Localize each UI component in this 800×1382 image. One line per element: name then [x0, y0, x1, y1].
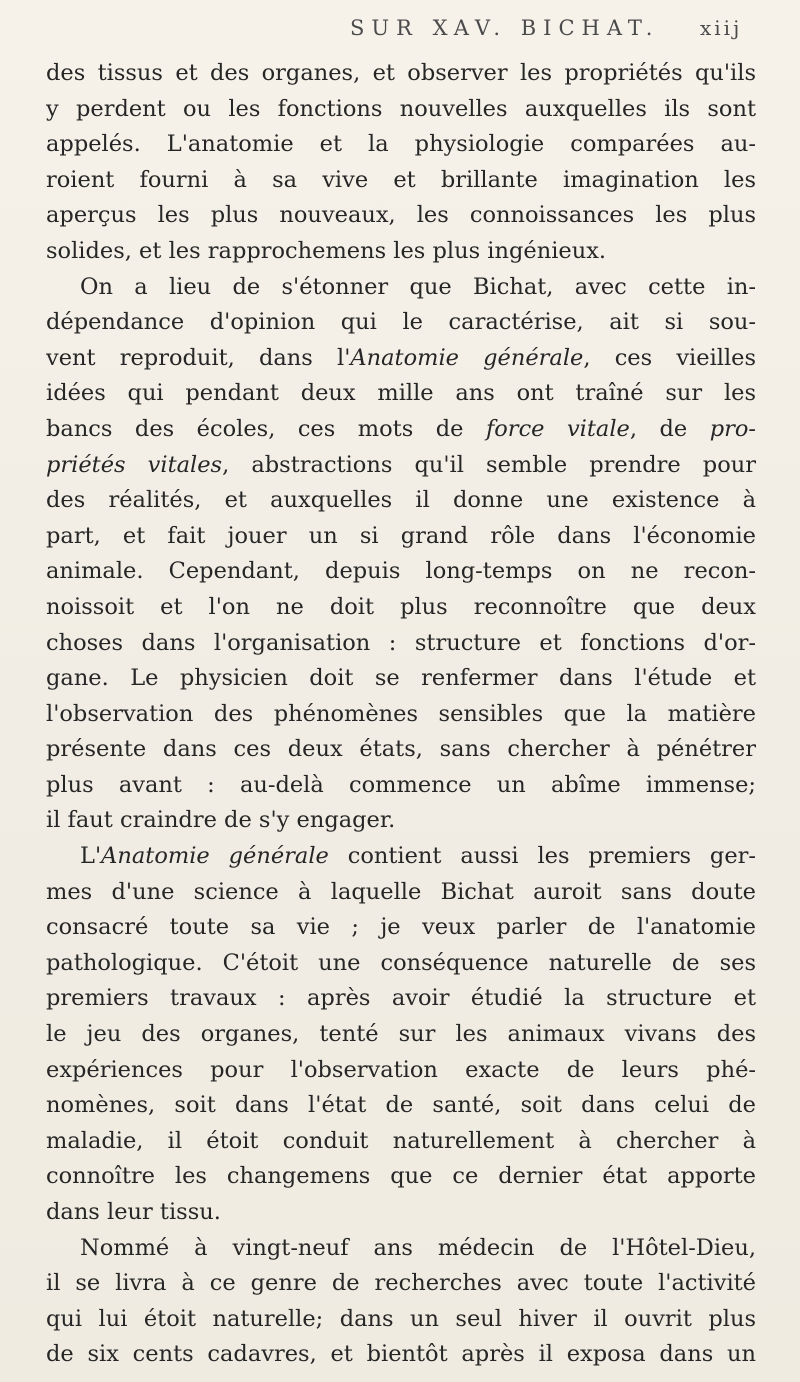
text-segment: y perdent ou les fonctions nouvelles auxquelles ils sont — [46, 95, 756, 122]
text-segment: On a lieu de s'étonner que Bichat, avec cette in- — [80, 273, 756, 300]
text-line — [46, 1124, 756, 1160]
text-segment: bancs des écoles, ces mots de — [46, 415, 486, 442]
text-segment: l'observation des phénomènes sensibles que la matière — [46, 700, 756, 727]
text-line — [46, 1195, 756, 1231]
text-line — [46, 1088, 756, 1124]
text-line — [46, 946, 756, 982]
text-line — [46, 1302, 756, 1338]
italic-text: force vitale — [485, 415, 630, 442]
text-segment: maladie, il étoit conduit naturellement à chercher à — [46, 1127, 756, 1154]
text-segment: noissoit et l'on ne doit plus reconnoître que deux — [46, 593, 756, 620]
text-segment: qui lui étoit naturelle; dans un seul hiver il ouvrit plus — [46, 1305, 756, 1332]
text-line — [46, 519, 756, 555]
text-segment: expériences pour l'observation exacte de leurs phé- — [46, 1056, 756, 1083]
text-line — [46, 234, 756, 270]
text-segment: contient aussi les premiers ger- — [328, 843, 756, 870]
text-line — [46, 910, 756, 946]
text-segment: il faut craindre de s'y engager. — [46, 807, 396, 834]
text-line — [46, 1159, 756, 1195]
text-line — [46, 661, 756, 697]
text-line — [46, 1053, 756, 1089]
text-line — [46, 92, 756, 128]
text-segment: connoître les changemens que ce dernier état apporte — [46, 1163, 756, 1190]
running-head: SUR XAV. BICHAT. — [350, 16, 660, 40]
text-line — [46, 590, 756, 626]
text-segment: pathologique. C'étoit une conséquence naturelle de ses — [46, 949, 756, 976]
italic-text: pro- — [709, 415, 756, 442]
italic-text: priétés vitales — [46, 451, 223, 478]
text-line — [46, 412, 756, 448]
text-line — [46, 626, 756, 662]
text-line — [46, 839, 756, 875]
text-segment: Nommé à vingt-neuf ans médecin de l'Hôtel-Dieu, — [80, 1234, 756, 1261]
italic-text: Anatomie générale — [101, 843, 329, 870]
text-line — [46, 376, 756, 412]
text-line — [46, 448, 756, 484]
text-line — [46, 56, 756, 92]
text-segment: mes d'une science à laquelle Bichat auroit sans doute — [46, 878, 756, 905]
text-segment: vent reproduit, dans l' — [46, 344, 351, 371]
text-line — [46, 163, 756, 199]
text-line — [46, 1017, 756, 1053]
text-line — [46, 554, 756, 590]
text-line — [46, 981, 756, 1017]
text-line — [46, 483, 756, 519]
text-line — [46, 1337, 756, 1373]
text-segment: de six cents cadavres, et bientôt après il exposa dans un — [46, 1341, 756, 1368]
text-segment: aperçus les plus nouveaux, les connoissances les plus — [46, 202, 756, 229]
text-line — [46, 803, 756, 839]
text-segment: dans leur tissu. — [46, 1199, 221, 1225]
text-segment: consacré toute sa vie ; je veux parler de l'anatomie — [46, 914, 756, 941]
page-header — [0, 10, 800, 50]
text-segment: roient fourni à sa vive et brillante imagination les — [46, 166, 756, 193]
text-segment: animale. Cependant, depuis long-temps on ne recon- — [46, 558, 756, 585]
text-line — [46, 305, 756, 341]
body-text — [46, 56, 756, 1373]
page-number: xiij — [700, 16, 743, 40]
text-segment: le jeu des organes, tenté sur les animaux vivans des — [46, 1021, 756, 1048]
text-line — [46, 1266, 756, 1302]
text-segment: L' — [80, 843, 102, 870]
text-segment: idées qui pendant deux mille ans ont traîné sur les — [46, 380, 756, 407]
text-segment: premiers travaux : après avoir étudié la structure et — [46, 985, 756, 1012]
text-line — [46, 875, 756, 911]
text-segment: plus avant : au-delà commence un abîme immense; — [46, 771, 756, 798]
text-segment: nomènes, soit dans l'état de santé, soit dans celui de — [46, 1092, 756, 1119]
text-line — [46, 127, 756, 163]
text-segment: des réalités, et auxquelles il donne une existence à — [46, 487, 756, 514]
text-line — [46, 270, 756, 306]
text-segment: choses dans l'organisation : structure et fonctions d'or- — [46, 629, 756, 656]
text-segment: , ces vieilles — [583, 344, 756, 371]
text-segment: dépendance d'opinion qui le caractérise, ait si sou- — [46, 309, 756, 336]
text-segment: part, et fait jouer un si grand rôle dans l'économie — [46, 522, 756, 549]
text-segment: des tissus et des organes, et observer les propriétés qu'ils — [46, 60, 756, 86]
text-line — [46, 768, 756, 804]
text-line — [46, 341, 756, 377]
text-segment: il se livra à ce genre de recherches avec toute l'activité — [46, 1270, 756, 1297]
text-line — [46, 732, 756, 768]
text-segment: , de — [629, 415, 710, 442]
text-segment: solides, et les rapprochemens les plus ingénieux. — [46, 237, 607, 264]
text-segment: , abstractions qu'il semble prendre pour — [222, 451, 756, 478]
text-segment: gane. Le physicien doit se renfermer dans l'étude et — [46, 665, 756, 692]
text-line — [46, 198, 756, 234]
text-segment: présente dans ces deux états, sans chercher à pénétrer — [46, 736, 756, 763]
text-segment: appelés. L'anatomie et la physiologie comparées au- — [46, 131, 756, 158]
text-line — [46, 697, 756, 733]
text-line — [46, 1231, 756, 1267]
italic-text: Anatomie générale — [350, 344, 584, 371]
